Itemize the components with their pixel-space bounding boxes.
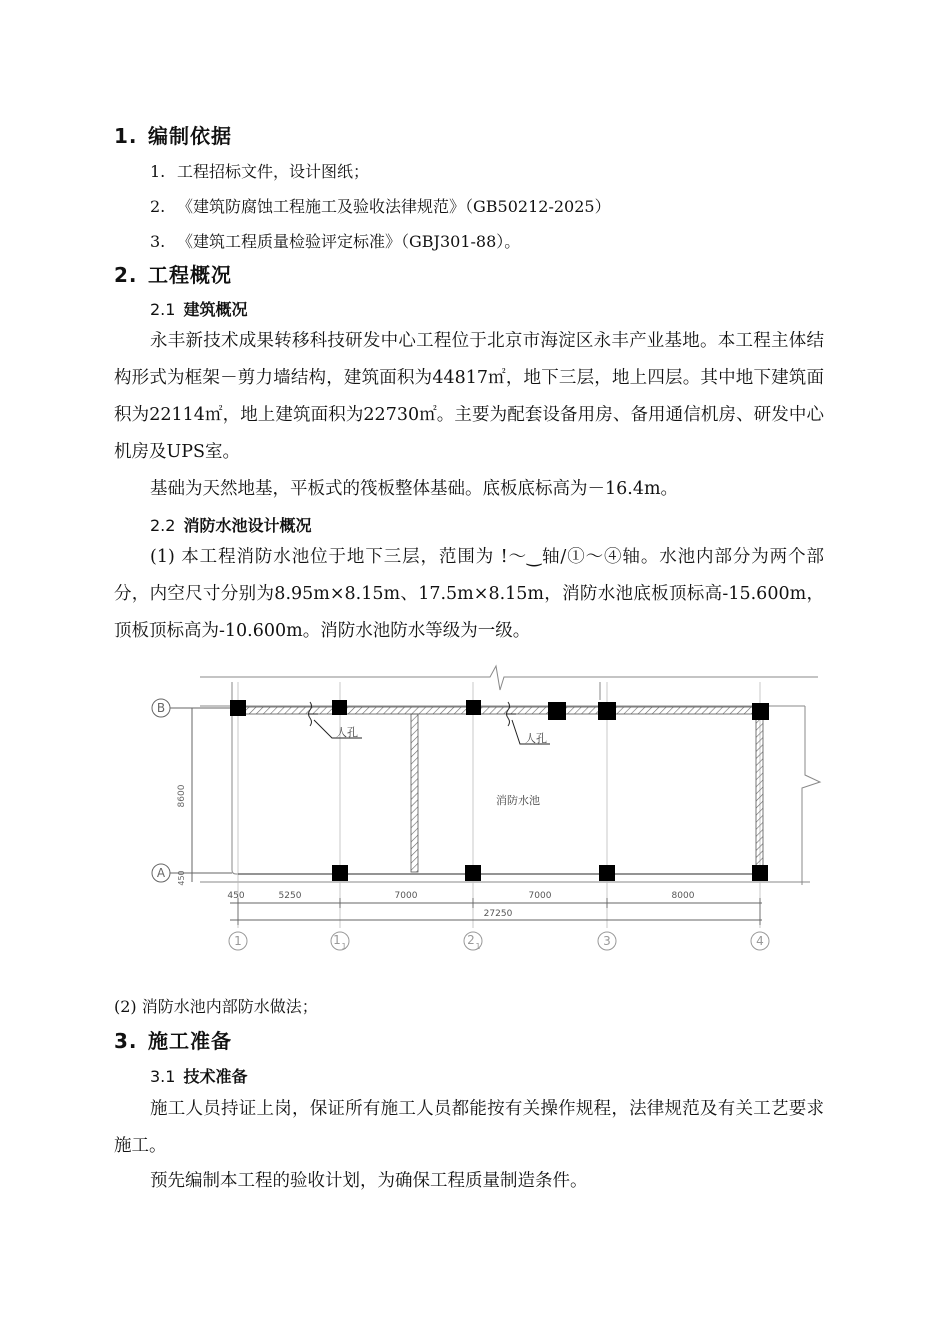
reference-item-2: 2. 《建筑防腐蚀工程施工及验收法律规范》（GB50212-2025） <box>150 197 611 216</box>
section-2-heading: 2. 工程概况 <box>114 263 232 287</box>
fire-pool-plan-drawing <box>140 660 830 960</box>
dim-label-2: 7000 <box>394 891 418 901</box>
reference-item-3: 3. 《建筑工程质量检验评定标准》（GBJ301-88）。 <box>150 232 521 251</box>
axis-col-1-2-sub: 1 <box>475 942 481 951</box>
technical-prep-paragraph: 施工人员持证上岗，保证所有施工人员都能按有关操作规程，法律规范及有关工艺要求施工。 <box>114 1099 824 1156</box>
subsection-2-2-heading: 2.2 消防水池设计概况 <box>150 516 312 535</box>
section-3-heading: 3. 施工准备 <box>114 1029 232 1053</box>
waterproofing-method-line: (2) 消防水池内部防水做法； <box>114 997 318 1016</box>
dim-label-4: 8000 <box>671 891 695 901</box>
manhole-label-1: 人孔 <box>336 726 358 739</box>
subsection-2-1-heading: 2.1 建筑概况 <box>150 300 248 319</box>
dim-label-1: 5250 <box>278 891 302 901</box>
section-1-heading: 1. 编制依据 <box>114 124 232 148</box>
dim-small-label: 450 <box>177 870 186 886</box>
fire-pool-paragraph: (1) 本工程消防水池位于地下三层，范围为 !～‿轴/①～④轴。水池内部分为两个部分，内空尺寸分别为8.95m×8.15m、17.5m×8.15m，消防水池底板顶标高-15.600m，顶板顶标高为-10.600m。消防水池防水等级为一级。 <box>114 547 824 641</box>
dim-vertical-label: 8600 <box>177 784 187 808</box>
axis-b-label: B <box>156 701 166 715</box>
pool-label: 消防水池 <box>496 794 540 807</box>
axis-col-3: 3 <box>603 934 611 948</box>
building-overview-paragraph: 永丰新技术成果转移科技研发中心工程位于北京市海淀区永丰产业基地。本工程主体结构形式为框架－剪力墙结构，建筑面积为44817㎡，地下三层，地上四层。其中地下建筑面积为22114㎡，地上建筑面积为22730㎡。主要为配套设备用房、备用通信机房、研发中心机房及UPS室。 <box>114 331 824 462</box>
axis-col-4: 4 <box>756 934 764 948</box>
manhole-label-2: 人孔 <box>525 732 547 745</box>
reference-item-1: 1. 工程招标文件，设计图纸； <box>150 162 370 181</box>
dim-total-label: 27250 <box>483 909 513 919</box>
acceptance-plan-paragraph: 预先编制本工程的验收计划，为确保工程质量制造条件。 <box>150 1171 588 1191</box>
foundation-paragraph: 基础为天然地基，平板式的筏板整体基础。底板底标高为－16.4m。 <box>150 479 679 499</box>
dim-label-0: 450 <box>227 891 245 901</box>
dim-label-3: 7000 <box>528 891 552 901</box>
axis-col-1-1-sub: 1 <box>341 942 347 951</box>
axis-col-1-1: 1 <box>333 933 341 947</box>
axis-col-1-2: 2 <box>467 933 475 947</box>
subsection-3-1-heading: 3.1 技术准备 <box>150 1067 248 1086</box>
axis-a-label: A <box>156 866 166 880</box>
axis-col-1: 1 <box>234 934 242 948</box>
